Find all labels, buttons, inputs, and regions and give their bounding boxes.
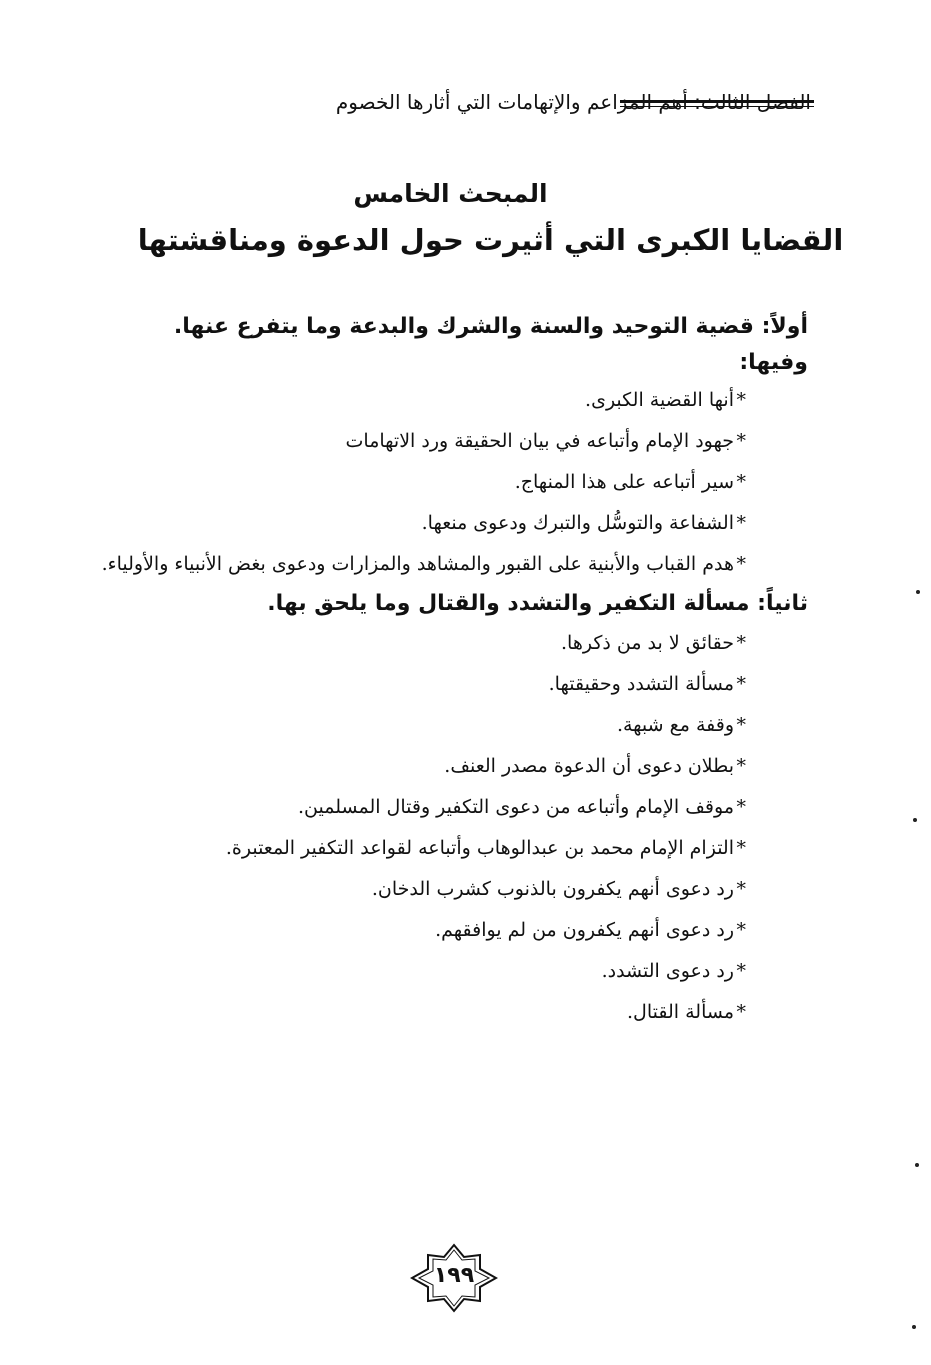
list-item: * التزام الإمام محمد بن عبدالوهاب وأتباعه لقواعد التكفير المعتبرة. (70, 828, 808, 869)
scan-speck (915, 1163, 919, 1167)
part2-heading: ثانياً: مسألة التكفير والتشدد والقتال وما يلحق بها. (267, 591, 808, 616)
list-item: * وقفة مع شبهة. (70, 705, 808, 746)
list-item: * رد دعوى التشدد. (70, 951, 808, 992)
bullet-star: * (736, 796, 746, 818)
bullet-star: * (736, 837, 746, 859)
running-header-title: الفصل الثالث: أهم المزاعم والإتهامات التي أثارها الخصوم (335, 90, 811, 114)
list-item: * الشفاعة والتوسُّل والتبرك ودعوى منعها. (70, 503, 808, 544)
list-item: * مسألة القتال. (70, 992, 808, 1033)
bullet-star: * (736, 714, 746, 736)
bullet-star: * (736, 755, 746, 777)
bullet-star: * (736, 960, 746, 982)
page-number: ١٩٩ (433, 1263, 475, 1288)
scan-speck (912, 1325, 916, 1329)
section-title-block (0, 172, 931, 264)
list-item: * سير أتباعه على هذا المنهاج. (70, 462, 808, 503)
section-main-title: القضايا الكبرى التي أثيرت حول الدعوة ومناقشتها (137, 223, 844, 257)
list-item: * مسألة التشدد وحقيقتها. (70, 664, 808, 705)
list-item: * رد دعوى أنهم يكفرون من لم يوافقهم. (70, 910, 808, 951)
bullet-star: * (736, 919, 746, 941)
page-body (70, 308, 808, 1033)
part1-list (70, 380, 808, 585)
bullet-star: * (736, 1001, 746, 1023)
part1-heading: أولاً: قضية التوحيد والسنة والشرك والبدعة وما يتفرع عنها. (173, 314, 808, 339)
page-number-badge (410, 1243, 498, 1313)
list-item: * جهود الإمام وأتباعه في بيان الحقيقة ورد الاتهامات (70, 421, 808, 462)
bullet-star: * (736, 430, 746, 452)
bullet-star: * (736, 553, 746, 575)
section-number-title: المبحث الخامس (353, 179, 548, 208)
list-item: * هدم القباب والأبنية على القبور والمشاهد والمزارات ودعوى بغض الأنبياء والأولياء. (60, 544, 808, 585)
bullet-star: * (736, 512, 746, 534)
part1-subheading: وفيها: (739, 350, 808, 375)
bullet-star: * (736, 632, 746, 654)
bullet-star: * (736, 673, 746, 695)
scan-speck (913, 818, 917, 822)
scan-speck (916, 590, 920, 594)
list-item: * أنها القضية الكبرى. (70, 380, 808, 421)
bullet-star: * (736, 878, 746, 900)
bullet-star: * (736, 389, 746, 411)
bullet-star: * (736, 471, 746, 493)
list-item: * رد دعوى أنهم يكفرون بالذنوب كشرب الدخان. (70, 869, 808, 910)
list-item: * بطلان دعوى أن الدعوة مصدر العنف. (70, 746, 808, 787)
list-item: * حقائق لا بد من ذكرها. (70, 623, 808, 664)
list-item: * موقف الإمام وأتباعه من دعوى التكفير وقتال المسلمين. (70, 787, 808, 828)
part2-list (70, 623, 808, 1033)
